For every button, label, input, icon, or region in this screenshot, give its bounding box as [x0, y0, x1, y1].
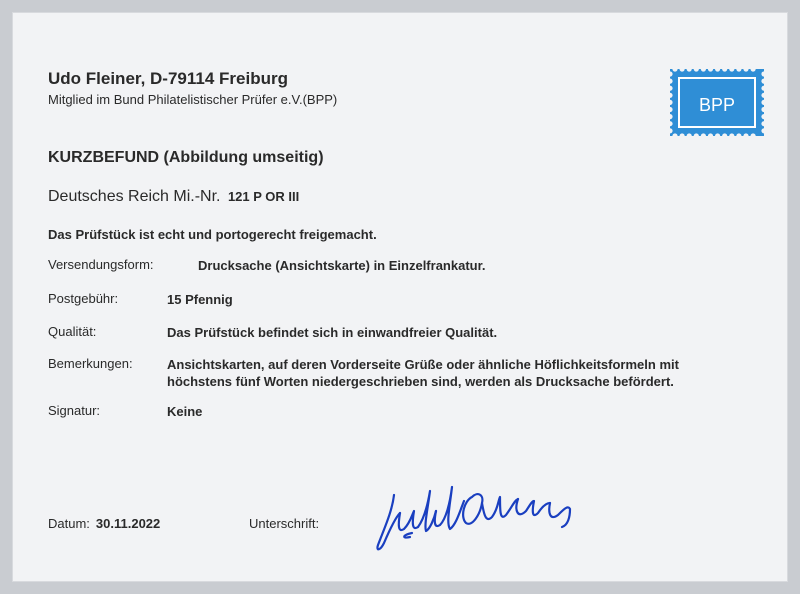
signature-label: Unterschrift: [249, 516, 320, 531]
catalog-number: 121 P OR III [227, 189, 300, 204]
sender-membership: Mitglied im Bund Philatelistischer Prüfer e.V.(BPP) [48, 92, 338, 107]
date-line [48, 516, 160, 531]
remarks-line-2: höchstens fünf Worten niedergeschrieben sind, werden als Drucksache befördert. [167, 374, 674, 389]
versand-label: Versendungsform: [48, 257, 154, 272]
date-value: 30.11.2022 [95, 516, 161, 531]
report-heading: KURZBEFUND (Abbildung umseitig) [48, 149, 324, 166]
item-prefix: Deutsches Reich Mi.-Nr. [48, 188, 221, 205]
quality-value: Das Prüfstück befindet sich in einwandfreier Qualität. [167, 325, 498, 340]
bpp-stamp-logo [670, 69, 764, 136]
postage-value: 15 Pfennig [167, 292, 233, 307]
item-line [48, 188, 299, 206]
handwritten-signature [372, 467, 612, 562]
remarks-line-1: Ansichtskarten, auf deren Vorderseite Grüße oder ähnliche Höflichkeitsformeln mit [167, 357, 679, 372]
verdict-text: Das Prüfstück ist echt und portogerecht freigemacht. [48, 227, 377, 242]
versand-value: Drucksache (Ansichtskarte) in Einzelfrankatur. [198, 258, 486, 273]
signatur-value: Keine [167, 404, 203, 419]
remarks-label: Bemerkungen: [48, 356, 133, 371]
quality-label: Qualität: [48, 324, 97, 339]
signatur-label: Signatur: [48, 403, 101, 418]
logo-text: BPP [698, 95, 736, 115]
date-label: Datum: [48, 516, 90, 531]
postage-label: Postgebühr: [48, 291, 119, 306]
certificate-sheet [12, 12, 788, 582]
sender-name: Udo Fleiner, D-79114 Freiburg [48, 69, 288, 88]
